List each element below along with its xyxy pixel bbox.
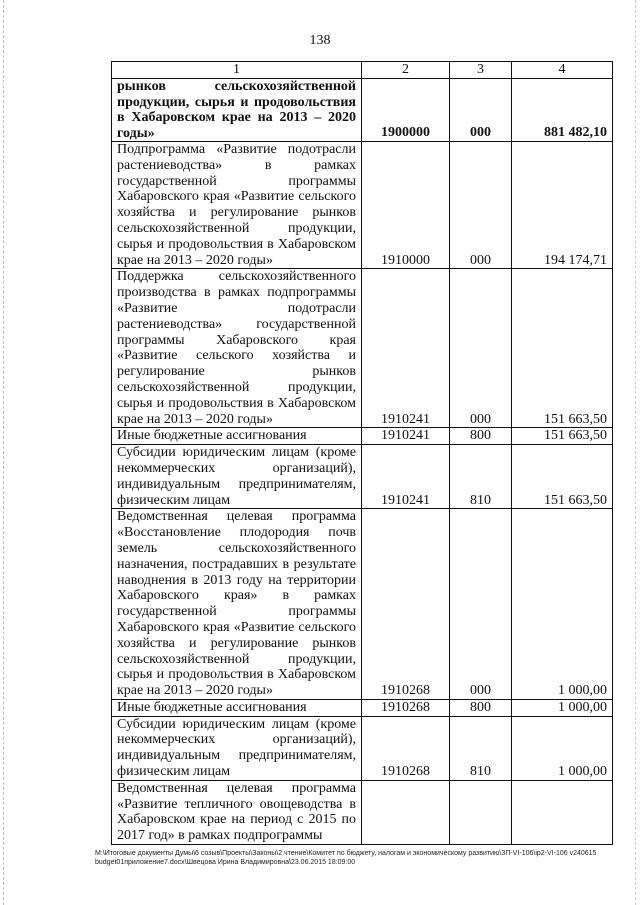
header-cell-3: 3: [450, 62, 512, 79]
row-name: Ведомственная целевая программа «Восстановление плодородия почв земель сельскохозяйственного назначения, пострадавших в результате наводнения в 2013 году на территории Хабаровского края» в рамках государственной программы Хабаровского края «Развитие сельского хозяйства и регулирование рынков сельскохозяйственной продукции, сырья и продовольствия в Хабаровском крае на 2013 – 2020 годы»: [112, 509, 362, 700]
row-code: 1910241: [362, 428, 450, 445]
row-type: 000: [450, 79, 512, 142]
row-amount: 1 000,00: [512, 716, 613, 780]
budget-table: [111, 61, 613, 845]
row-code: 1910268: [362, 716, 450, 780]
row-name: Иные бюджетные ассигнования: [112, 699, 362, 716]
row-type: 800: [450, 428, 512, 445]
row-name: Подпрограмма «Развитие подотрасли растениеводства» в рамках государственной программы Хабаровского края «Развитие сельского хозяйства и регулирование рынков сельскохозяйственной продукции, сырья и продовольствия в Хабаровском крае на 2013 – 2020 годы»: [112, 142, 362, 269]
row-name: Поддержка сельскохозяйственного производства в рамках подпрограммы «Развитие подотрасли растениеводства» государственной программы Хабаровского края «Развитие сельского хозяйства и регулирование рынков сельскохозяйственной продукции, сырья и продовольствия в Хабаровском крае на 2013 – 2020 годы»: [112, 269, 362, 428]
row-code: 1900000: [362, 79, 450, 142]
table-row: [112, 716, 613, 780]
row-name: Иные бюджетные ассигнования: [112, 428, 362, 445]
row-type: 800: [450, 699, 512, 716]
table-row: [112, 142, 613, 269]
row-type: [450, 780, 512, 844]
row-type: 000: [450, 142, 512, 269]
page-number: 138: [309, 33, 331, 48]
header-cell-4: 4: [512, 62, 613, 79]
table-row: [112, 79, 613, 142]
row-code: [362, 780, 450, 844]
table-row: [112, 780, 613, 844]
row-type: 810: [450, 445, 512, 509]
table-row: [112, 428, 613, 445]
row-code: 1910241: [362, 445, 450, 509]
row-type: 810: [450, 716, 512, 780]
row-amount: 151 663,50: [512, 269, 613, 428]
row-name: Субсидии юридическим лицам (кроме некоммерческих организаций), индивидуальным предпринимателям, физическим лицам: [112, 716, 362, 780]
row-code: 1910000: [362, 142, 450, 269]
row-amount: [512, 780, 613, 844]
document-path-footer: M:\Итоговые документы Думы\6 созыв\Проекты\Законы\2 чтение\Комитет по бюджету, налогам и экономическому развитию\ЗП-VI-106\ip2-VI-106 v240615 budget01приложение7.docx\Швецова Ирина Владимировна\23.06.2015 18:09:00: [95, 850, 597, 866]
table-row: [112, 445, 613, 509]
row-name: рынков сельскохозяйственной продукции, сырья и продовольствия в Хабаровском крае на 2013 – 2020 годы»: [112, 79, 362, 142]
table-row: [112, 269, 613, 428]
row-amount: 881 482,10: [512, 79, 613, 142]
row-amount: 1 000,00: [512, 699, 613, 716]
row-name: Субсидии юридическим лицам (кроме некоммерческих организаций), индивидуальным предпринимателям, физическим лицам: [112, 445, 362, 509]
scan-edge-left: [3, 0, 5, 905]
scan-edge-right: [635, 0, 637, 905]
row-type: 000: [450, 509, 512, 700]
row-amount: 1 000,00: [512, 509, 613, 700]
row-amount: 151 663,50: [512, 428, 613, 445]
table-row: [112, 509, 613, 700]
table-header-row: [112, 62, 613, 79]
table-row: [112, 699, 613, 716]
header-cell-2: 2: [362, 62, 450, 79]
row-type: 000: [450, 269, 512, 428]
row-code: 1910268: [362, 509, 450, 700]
header-cell-1: 1: [112, 62, 362, 79]
row-code: 1910268: [362, 699, 450, 716]
row-amount: 194 174,71: [512, 142, 613, 269]
row-code: 1910241: [362, 269, 450, 428]
row-amount: 151 663,50: [512, 445, 613, 509]
row-name: Ведомственная целевая программа «Развитие тепличного овощеводства в Хабаровском крае на период с 2015 по 2017 год» в рамках подпрограммы: [112, 780, 362, 844]
